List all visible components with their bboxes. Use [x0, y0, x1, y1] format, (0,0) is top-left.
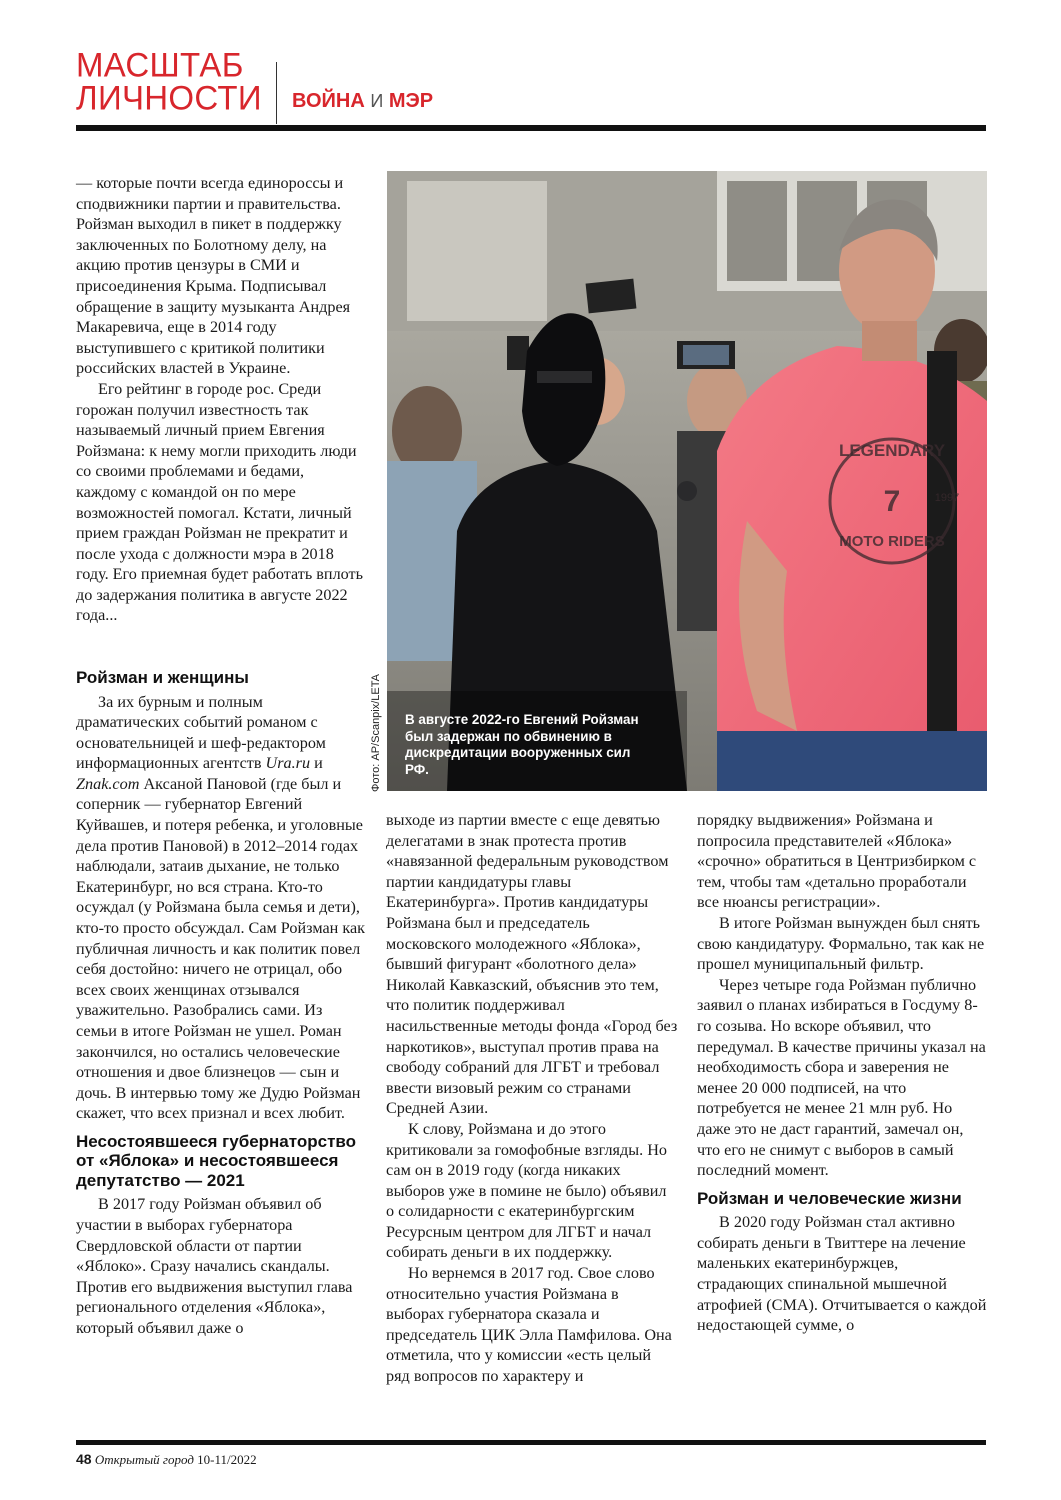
top-rule [76, 125, 986, 131]
paragraph: В 2020 году Ройзман стал активно собирать деньги в Твиттере на лечение маленьких екатеринбуржцев, страдающих спинальной мышечной атрофией (СМА). Отчитывается о каждой недостающей сумме, о [697, 1213, 987, 1335]
paragraph: В 2017 году Ройзман объявил об участии в выборах губернатора Свердловской области от партии «Яблоко». Сразу начались скандалы. Против его выдвижения выступил глава регионального отделения «Яблока», который объявил даже о [76, 1195, 353, 1338]
paragraph: Но вернемся в 2017 год. Свое слово относительно участия Ройзмана в выборах губернатора сказала и председатель ЦИК Элла Памфилова. Она отметила, что у комиссии «есть целый ряд вопросов по характеру и [386, 1264, 672, 1386]
photo-illustration [387, 171, 987, 791]
magazine-name: Открытый город [94, 1452, 194, 1467]
page-number: 48 [76, 1451, 92, 1467]
subheading-lives: Ройзман и человеческие жизни [697, 1188, 962, 1208]
shirt-number: 7 [883, 485, 901, 518]
column-1-bottom [76, 660, 366, 1339]
subheading-women: Ройзман и женщины [76, 668, 249, 687]
paragraph: В итоге Ройзман вынужден был снять свою кандидатуру. Формально, так как не прошел муниципальный фильтр. [697, 913, 985, 974]
section-and: И [370, 91, 384, 111]
paragraph: Его рейтинг в городе рос. Среди горожан получил известность так называемый личный прием Евгения Ройзмана: к нему могли приходить люди со своими проблемами и бедами, каждому с командой он по мере возможностей помогал. Кстати, личный прием граждан Ройзман не прекратит и после ухода с должности мэра в 2018 году. Его приемная будет работать вплоть до задержания политика в августе 2022 года... [76, 379, 364, 625]
znak-link-text: Znak.com [76, 774, 140, 793]
news-photo [387, 171, 987, 791]
paragraph: Через четыре года Ройзман публично заявил о планах избираться в Госдуму 8-го созыва. Но вскоре объявил, что передумал. В качестве причины указал на необходимость сбора и заверения не менее 20 000 подписей, на что потребуется не менее 21 млн руб. Но даже это не даст гарантий, замечал он, что его не снимут с выборов в самый последний момент. [697, 975, 986, 1180]
paragraph: порядку выдвижения» Ройзмана и попросила представителей «Яблока» «срочно» обратиться в Центризбирком с тем, чтобы там «детально проработали все нюансы регистрации». [697, 811, 977, 912]
paragraph: — которые почти всегда единороссы и сподвижники партии и правительства. Ройзман выходил в пикет в поддержку заключенных по Болотному делу, на акцию против цензуры в СМИ и присоединения Крыма. Подписывал обращение в защиту музыканта Андрея Макаревича, еще в 2014 году выступившего с критикой политики российских властей в Украине. [76, 174, 351, 378]
paragraph: За их бурным и полным драматических событий романом с основательницей и шеф-редактором информационных агентств Ura.ru и Znak.com Аксаной Пановой (где был и соперник — губернатор Евгений Куйвашев, и потеря ребенка, и уголовные дела против Пановой) в 2012–2014 годах наблюдали, затаив дыхание, не только Екатеринбург, но вся страна. Кто-то осуждал (у Ройзмана была семья и дети), кто-то просто обсуждал. Сам Ройзман как публичная личность и как политик повел себя достойно: ничего не отрицал, обо всех своих женщинах отзывался уважительно. Разобрались сами. Из семьи в итоге Ройзман не ушел. Роман закончился, но остались человеческие отношения и двое близнецов — сын и дочь. В интервью тому же Дудю Ройзман скажет, что всех признал и всех любит. [76, 692, 366, 1123]
shirt-year: 1997 [934, 492, 960, 504]
rubric-line-1: МАСШТАБ [76, 45, 244, 84]
issue-number: 10-11/2022 [197, 1452, 257, 1467]
photo-credit-text: Фото: AP/Scanpix/LETA [370, 674, 382, 792]
subheading-elections: Несостоявшееся губернаторство от «Яблока» и несостоявшееся депутатство — 2021 [76, 1131, 357, 1190]
section-word-2: МЭР [388, 90, 434, 112]
page-footer [76, 1451, 257, 1468]
section-word-1: ВОЙНА [292, 90, 365, 112]
column-3 [697, 810, 987, 1336]
rubric-line-2: ЛИЧНОСТИ [76, 78, 262, 117]
paragraph: выходе из партии вместе с еще девятью делегатами в знак протеста против «навязанной федеральным руководством партии кандидатуры главы Екатеринбурга». Против кандидатуры Ройзмана был и председатель московского молодежного «Яблока», бывший фигурант «болотного дела» Николай Кавказский, объяснив это тем, что политик поддерживал насильственные методы фонда «Город без наркотиков», выступал против права на свободу собраний для ЛГБТ и требовал ввести визовый режим со странами Средней Азии. [386, 811, 678, 1118]
section-title [292, 90, 433, 113]
column-1-top [76, 173, 366, 626]
header-divider [276, 62, 277, 124]
paragraph: К слову, Ройзмана и до этого критиковали за гомофобные взгляды. Но сам он в 2019 году (когда никаких выборов уже в помине не было) объявил о солидарности с екатеринбургским Ресурсным центром для ЛГБТ и начал собирать деньги в их поддержку. [386, 1119, 667, 1262]
shirt-text-top: LEGENDARY [838, 441, 946, 460]
photo-credit [368, 650, 386, 792]
column-2 [386, 810, 678, 1387]
ura-link-text: Ura.ru [265, 754, 311, 773]
bottom-rule [76, 1440, 986, 1445]
photo-caption: В августе 2022-го Евгений Ройзман был задержан по обвинению в дискредитации вооруженных сил РФ. [405, 712, 639, 777]
shirt-text-bottom: MOTO RIDERS [839, 533, 945, 550]
rubric-title [76, 45, 276, 117]
